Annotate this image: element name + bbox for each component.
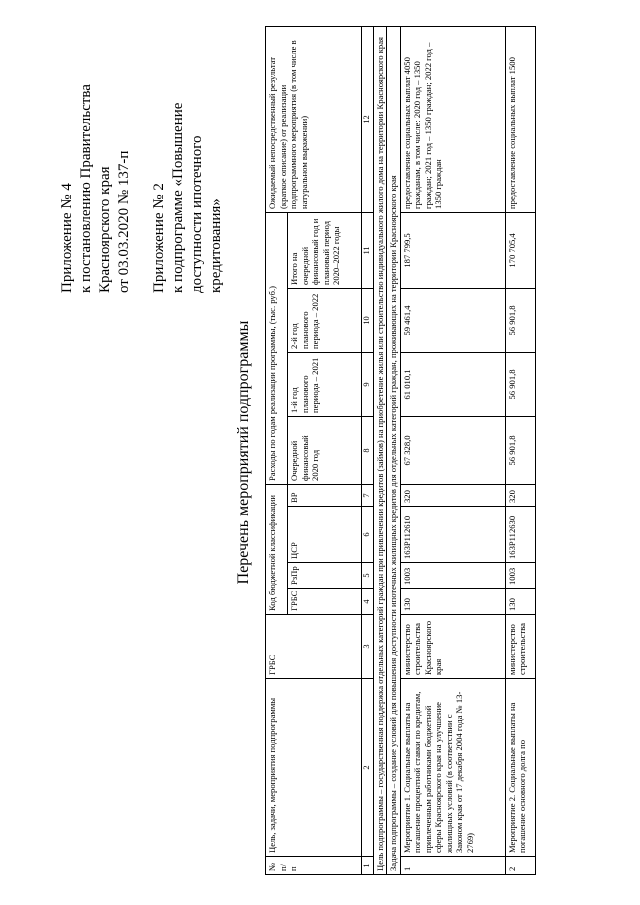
col-vr-header: ВР: [288, 484, 362, 506]
col-2021-header: 1-й год планового периода – 2021: [288, 352, 362, 416]
page-title: Перечень мероприятий подпрограммы: [235, 320, 252, 585]
col-number: 9: [362, 352, 374, 416]
header-line: Приложение № 4: [59, 183, 75, 293]
measure-code: 130: [400, 589, 505, 615]
header-line: к подпрограмме «Повышение: [170, 102, 186, 293]
column-numbers-row: [362, 26, 374, 874]
measure-total: 170 705,4: [505, 212, 535, 288]
measure-csr: 163Р112610: [400, 507, 505, 563]
col-rzpr-header: РзПр: [288, 563, 362, 589]
col-number: 10: [362, 288, 374, 352]
col-number: 7: [362, 484, 374, 506]
col-number: 4: [362, 589, 374, 615]
col-number: 2: [362, 679, 374, 857]
appendix-4-header: [58, 33, 134, 293]
goal-text: Цель подпрограммы – государственная поддержка отдельных категорий граждан при привлечении кредитов (займов) на приобретение жилья или строительство индивидуального жилого дома на территории Красноярского края: [373, 26, 387, 874]
col-total-header: Итого на очередной финансовый год и плановый период 2020–2022 годы: [288, 212, 362, 288]
col-number-header: № п/п: [266, 857, 362, 875]
col-number: 6: [362, 507, 374, 563]
col-goal-header: Цель, задачи, мероприятия подпрограммы: [266, 679, 362, 857]
col-number: 5: [362, 563, 374, 589]
measure-grbs: министерство строительства: [505, 615, 535, 679]
measure-result: предоставление социальных выплат 1500: [505, 26, 535, 212]
row-number: 1: [400, 857, 505, 875]
measure-2022: 59 461,4: [400, 288, 505, 352]
col-number: 3: [362, 615, 374, 679]
measure-2020: 67 328,0: [400, 416, 505, 484]
col-result-header: Ожидаемый непосредственный результат (краткое описание) от реализации подпрограммного мероприятия (в том числе в натуральном выражении): [266, 26, 362, 212]
col-expenses-header: Расходы по годам реализации программы, (тыс. руб.): [266, 212, 288, 484]
header-line: Приложение № 2: [151, 183, 167, 293]
col-grbs-header: ГРБС: [266, 615, 362, 679]
header-line: к постановлению Правительства: [78, 84, 94, 293]
col-2020-header: Очередной финансовый 2020 год: [288, 416, 362, 484]
measure-rzpr: 1003: [505, 563, 535, 589]
measure-2021: 56 901,8: [505, 352, 535, 416]
col-number: 8: [362, 416, 374, 484]
header-line: Красноярского края: [97, 166, 113, 293]
table-row: [400, 26, 505, 874]
measure-name: Мероприятие 1. Социальные выплаты на погашение процентной ставки по кредитам, привлеченным работниками бюджетной сферы Красноярского края на улучшение жилищных условий (в соответствии с Законом края от 17 декабря 2004 года № 13-2769): [400, 679, 505, 857]
header-line: кредитования»: [208, 198, 224, 293]
col-2022-header: 2-й год планового периода – 2022: [288, 288, 362, 352]
col-grbs-code-header: ГРБС: [288, 589, 362, 615]
measure-vr: 320: [505, 484, 535, 506]
col-budget-class-header: Код бюджетной классификации: [266, 484, 288, 614]
table-row: [505, 26, 535, 874]
row-number: 2: [505, 857, 535, 875]
col-number: 1: [362, 857, 374, 875]
header-line: доступности ипотечного: [189, 135, 205, 293]
measure-2021: 61 010,1: [400, 352, 505, 416]
goal-row: [373, 26, 387, 874]
header-line: от 03.03.2020 № 137-п: [116, 150, 132, 293]
col-csr-header: ЦСР: [288, 507, 362, 563]
col-number: 11: [362, 212, 374, 288]
measure-vr: 320: [400, 484, 505, 506]
measure-grbs: министерство строительства Красноярского края: [400, 615, 505, 679]
measure-code: 130: [505, 589, 535, 615]
measure-csr: 163Р112630: [505, 507, 535, 563]
measure-2020: 56 901,8: [505, 416, 535, 484]
measure-name: Мероприятие 2. Социальные выплаты на погашение основного долга по: [505, 679, 535, 857]
measure-total: 187 799,5: [400, 212, 505, 288]
measures-table: [265, 26, 536, 875]
measure-result: предоставление социальных выплат 4050 гражданам, в том числе: 2020 год – 1350 граждан; 2021 год – 1350 граждан; 2022 год – 1350 граждан: [400, 26, 505, 212]
appendix-2-header: [150, 33, 226, 293]
measure-2022: 56 901,8: [505, 288, 535, 352]
task-row: [387, 26, 401, 874]
measure-rzpr: 1003: [400, 563, 505, 589]
task-text: Задача подпрограммы – создание условий для повышения доступности ипотечных жилищных кредитов для отдельных категорий граждан, проживающих на территории Красноярского края: [387, 26, 401, 874]
col-number: 12: [362, 26, 374, 212]
